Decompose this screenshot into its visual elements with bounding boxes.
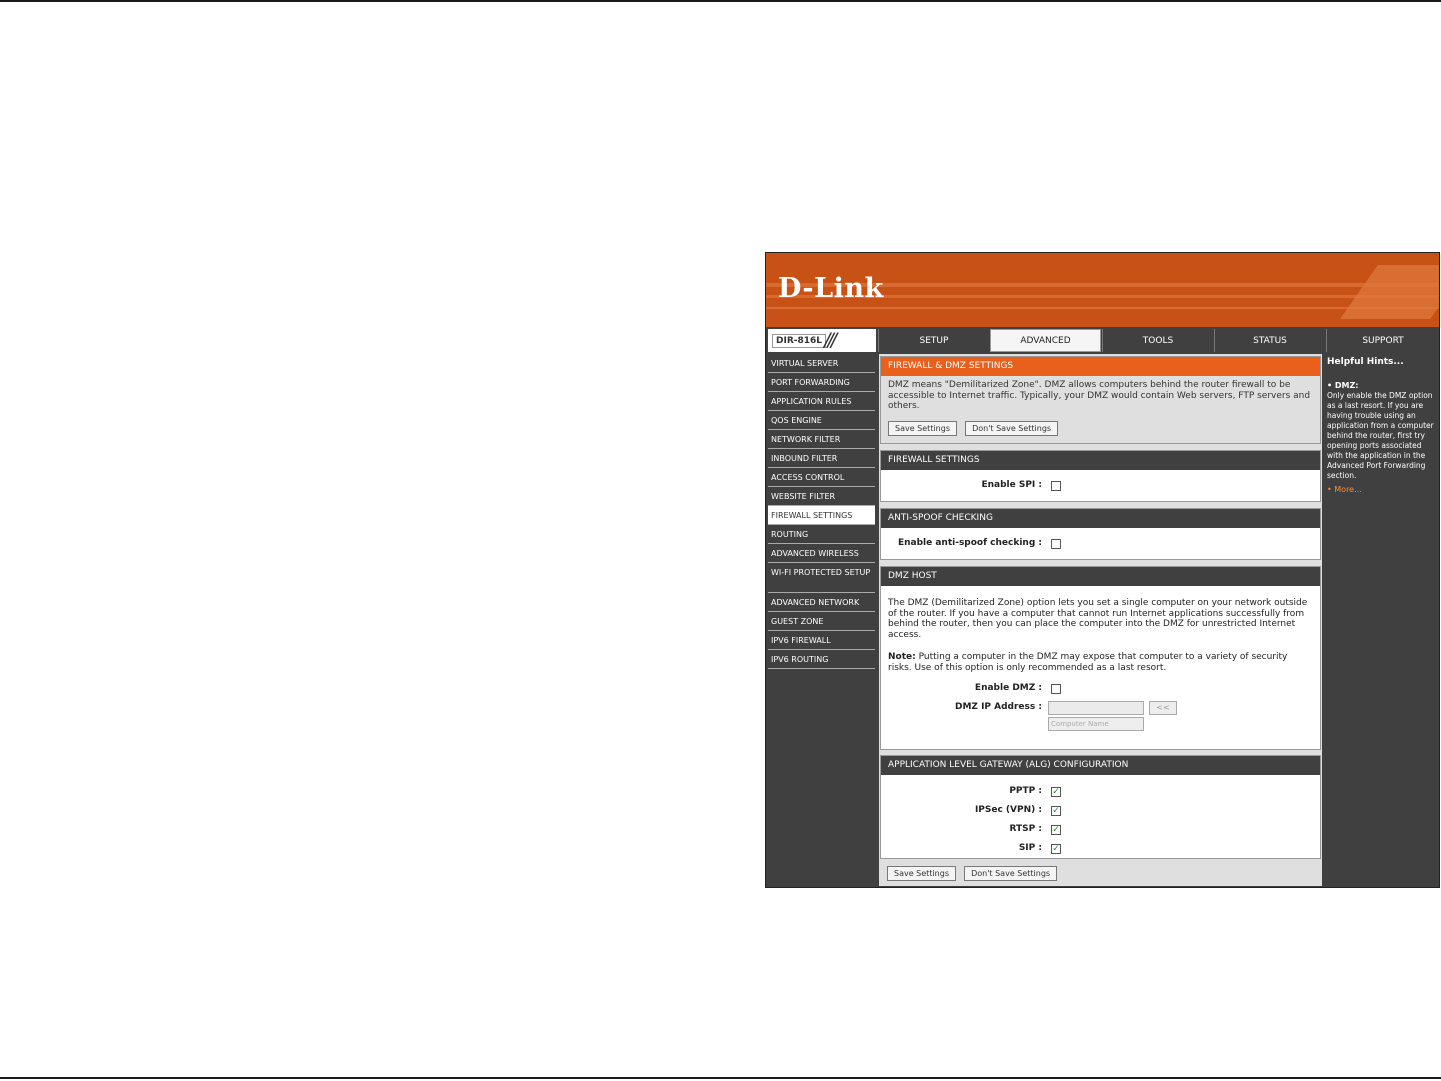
copy-ip-button[interactable]: << (1149, 701, 1177, 715)
tab-status[interactable]: STATUS (1214, 329, 1325, 352)
sidebar-item-qos-engine[interactable]: QOS ENGINE (768, 411, 875, 430)
pptp-checkbox[interactable]: ✓ (1052, 787, 1060, 797)
ipsec-label: IPSec (VPN) : (974, 805, 1042, 815)
dmz-host-title: DMZ HOST (881, 567, 1320, 586)
tab-setup[interactable]: SETUP (878, 329, 989, 352)
save-settings-button-bottom[interactable]: Save Settings (887, 866, 956, 881)
slash-decoration: /// (824, 329, 835, 351)
tab-support[interactable]: SUPPORT (1326, 329, 1439, 352)
dmz-note (881, 652, 1320, 673)
firewall-settings-title: FIREWALL SETTINGS (881, 451, 1320, 470)
page-bottom-rule (0, 1077, 1441, 1079)
bottom-buttons (887, 861, 1060, 881)
tab-tools[interactable]: TOOLS (1102, 329, 1213, 352)
sidebar-item-ipv6-firewall[interactable]: IPV6 FIREWALL (768, 631, 875, 650)
alg-rtsp-row (881, 820, 1320, 839)
alg-pptp-row (881, 782, 1320, 801)
dont-save-settings-button-bottom[interactable]: Don't Save Settings (964, 866, 1057, 881)
dmz-ip-row (881, 698, 1320, 717)
sip-checkbox[interactable]: ✓ (1052, 844, 1060, 854)
firewall-settings-section (880, 450, 1321, 502)
sidebar (768, 354, 875, 886)
banner-sweep (1340, 265, 1439, 319)
sidebar-item-wifi-protected-setup[interactable]: WI-FI PROTECTED SETUP (768, 563, 875, 593)
sidebar-item-guest-zone[interactable]: GUEST ZONE (768, 612, 875, 631)
antispoof-checkbox[interactable] (1051, 539, 1061, 549)
sidebar-item-inbound-filter[interactable]: INBOUND FILTER (768, 449, 875, 468)
antispoof-section (880, 508, 1321, 560)
sidebar-item-network-filter[interactable]: NETWORK FILTER (768, 430, 875, 449)
sidebar-item-port-forwarding[interactable]: PORT FORWARDING (768, 373, 875, 392)
model-box (768, 329, 876, 352)
computer-name-row (881, 717, 1320, 733)
enable-dmz-row (881, 679, 1320, 698)
alg-sip-row (881, 839, 1320, 858)
rtsp-checkbox[interactable]: ✓ (1052, 825, 1060, 835)
helpful-hints-panel (1324, 354, 1439, 886)
sidebar-item-advanced-network[interactable]: ADVANCED NETWORK (768, 593, 875, 612)
spi-row (881, 476, 1320, 495)
page-top-rule (0, 0, 1441, 2)
hint-dmz-title-text: DMZ: (1334, 381, 1359, 390)
router-screenshot (765, 252, 1440, 888)
tab-advanced[interactable]: ADVANCED (990, 329, 1101, 352)
main-content (879, 354, 1322, 886)
sidebar-item-ipv6-routing[interactable]: IPV6 ROUTING (768, 650, 875, 669)
save-settings-button-top[interactable]: Save Settings (888, 421, 957, 436)
dmz-ip-label: DMZ IP Address : (954, 702, 1042, 712)
model-label: DIR-816L (772, 334, 826, 348)
spi-checkbox[interactable] (1051, 481, 1061, 491)
spi-label: Enable SPI : (981, 480, 1042, 490)
enable-dmz-label: Enable DMZ : (974, 683, 1042, 693)
firewall-dmz-header (880, 356, 1321, 444)
sidebar-item-firewall-settings[interactable]: FIREWALL SETTINGS (768, 506, 875, 525)
page-description: DMZ means "Demilitarized Zone". DMZ allows computers behind the router firewall to be accessible to Internet traffic. Typically, your DMZ would contain Web servers, FTP servers and others. (881, 376, 1320, 416)
dont-save-settings-button-top[interactable]: Don't Save Settings (965, 421, 1058, 436)
dlink-logo: D-Link (778, 273, 884, 304)
dmz-description: The DMZ (Demilitarized Zone) option lets you set a single computer on your network outside of the router. If you have a computer that cannot run Internet applications successfully from behind the router, then you can place the computer into the DMZ for unrestricted Internet access. (888, 598, 1308, 640)
sip-label: SIP : (1018, 843, 1042, 853)
dmz-ip-input[interactable] (1048, 701, 1144, 715)
sidebar-item-advanced-wireless[interactable]: ADVANCED WIRELESS (768, 544, 875, 563)
rtsp-label: RTSP : (1009, 824, 1042, 834)
antispoof-row (881, 534, 1320, 553)
page-title: FIREWALL & DMZ SETTINGS (881, 357, 1320, 376)
hint-more-text[interactable]: More... (1334, 485, 1362, 494)
hint-dmz-title: • DMZ: (1327, 381, 1359, 390)
sidebar-item-application-rules[interactable]: APPLICATION RULES (768, 392, 875, 411)
alg-title: APPLICATION LEVEL GATEWAY (ALG) CONFIGURATION (881, 756, 1320, 775)
sidebar-item-access-control[interactable]: ACCESS CONTROL (768, 468, 875, 487)
sidebar-item-routing[interactable]: ROUTING (768, 525, 875, 544)
ipsec-checkbox[interactable]: ✓ (1052, 806, 1060, 816)
alg-ipsec-row (881, 801, 1320, 820)
top-nav (768, 329, 1439, 352)
dlink-banner (766, 253, 1439, 327)
hints-title: Helpful Hints... (1327, 357, 1404, 367)
antispoof-title: ANTI-SPOOF CHECKING (881, 509, 1320, 528)
dmz-note-label: Note: (888, 652, 916, 662)
sidebar-item-virtual-server[interactable]: VIRTUAL SERVER (768, 354, 875, 373)
antispoof-label: Enable anti-spoof checking : (897, 538, 1042, 548)
hint-more-link[interactable]: • More... (1327, 485, 1362, 494)
dmz-host-section (880, 566, 1321, 750)
pptp-label: PPTP : (1009, 786, 1042, 796)
computer-name-select[interactable]: Computer Name (1048, 717, 1144, 731)
dmz-note-text: Putting a computer in the DMZ may expose that computer to a variety of security risks. Use of this option is only recommended as a last resort. (888, 652, 1288, 673)
alg-section (880, 755, 1321, 859)
hint-dmz-text: Only enable the DMZ option as a last resort. If you are having trouble using an application from a computer behind the router, first try opening ports associated with the application in the Advanced Port Forwarding section. (1327, 391, 1434, 480)
enable-dmz-checkbox[interactable] (1051, 684, 1061, 694)
sidebar-item-website-filter[interactable]: WEBSITE FILTER (768, 487, 875, 506)
